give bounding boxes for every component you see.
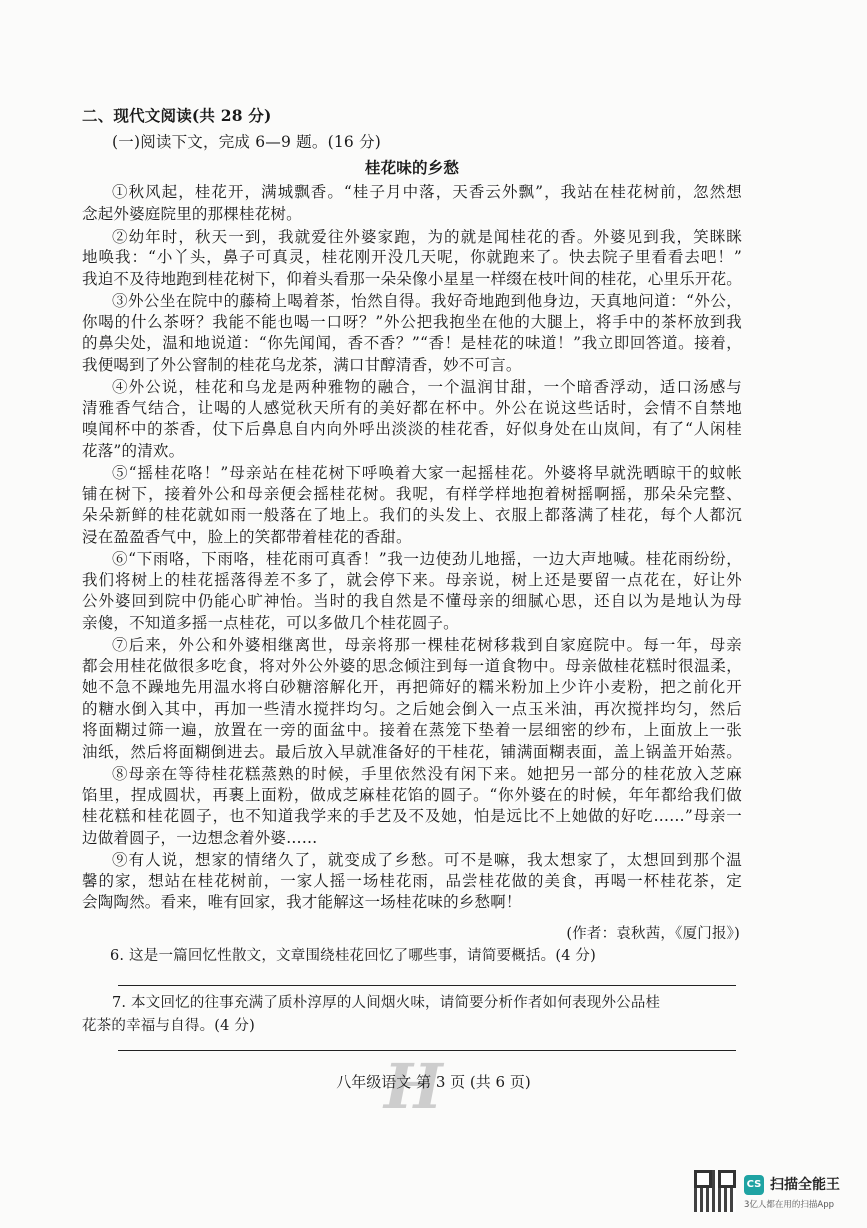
scanner-app-tagline: 3亿人都在用的扫描App — [744, 1200, 835, 1210]
answer-line-7 — [118, 1050, 736, 1051]
article-line: 桂花糕和桂花圆子，也不知道我学来的手艺及不及她，怕是远比不上她做的好吃……”母亲一 — [82, 807, 742, 825]
answer-line-6 — [118, 985, 736, 986]
page-footer: 八年级语文 第 3 页 (共 6 页) — [336, 1073, 531, 1091]
scanner-app-name: 扫描全能王 — [770, 1177, 840, 1193]
article-line: ②幼年时，秋天一到，我就爱往外婆家跑，为的就是闻桂花的香。外婆见到我，笑眯眯 — [112, 228, 742, 246]
question-7-line-1: 7. 本文回忆的往事充满了质朴淳厚的人间烟火味，请简要分析作者如何表现外公品桂 — [112, 995, 661, 1011]
article-line: 将面糊过筛一遍，放置在一旁的面盆中。接着在蒸笼下垫着一层细密的纱布，上面放上一张 — [82, 721, 742, 739]
article-line: 的鼻尖处，温和地说道：“你先闻闻，香不香？”“香！是桂花的味道！”我立即回答道。接着， — [82, 334, 742, 352]
article-line: 馅里，捏成圆状，再裹上面粉，做成芝麻桂花馅的圆子。“你外婆在的时候，年年都给我们做 — [82, 786, 742, 804]
article-line: 我迫不及待地跑到桂花树下，仰着头看那一朵朵像小星星一样缀在枝叶间的桂花，心里乐开花。 — [82, 270, 742, 288]
article-line: 铺在树下，接着外公和母亲便会摇桂花树。我呢，有样学样地抱着树摇啊摇，那朵朵完整、 — [82, 485, 742, 503]
question-7-line-2: 花茶的幸福与自得。(4 分) — [82, 1018, 255, 1034]
article-line: ①秋风起，桂花开，满城飘香。“桂子月中落，天香云外飘”，我站在桂花树前，忽然想 — [112, 183, 742, 201]
article-line: 念起外婆庭院里的那棵桂花树。 — [82, 205, 302, 223]
article-line: 亲傻，不知道多摇一点桂花，可以多做几个桂花圆子。 — [82, 614, 459, 632]
article-line: ⑧母亲在等待桂花糕蒸熟的时候，手里依然没有闲下来。她把另一部分的桂花放入芝麻 — [112, 765, 742, 783]
article-line: ③外公坐在院中的藤椅上喝着茶，怡然自得。我好奇地跑到他身边，天真地问道：“外公， — [112, 292, 742, 310]
article-line: 边做着圆子，一边想念着外婆…… — [82, 829, 318, 847]
article-line: ⑦后来，外公和外婆相继离世，母亲将那一棵桂花树移栽到自家庭院中。每一年，母亲 — [112, 636, 742, 654]
article-line: 都会用桂花做很多吃食，将对外公外婆的思念倾注到每一道食物中。母亲做桂花糕时很温柔， — [82, 657, 742, 675]
article-line: 公外婆回到院中仍能心旷神怡。当时的我自然是不懂母亲的细腻心思，还自以为是地认为母 — [82, 592, 742, 610]
article-title: 桂花味的乡愁 — [364, 158, 460, 177]
question-6: 6. 这是一篇回忆性散文，文章围绕桂花回忆了哪些事，请简要概括。(4 分) — [110, 948, 596, 964]
article-line: ⑤“摇桂花咯！”母亲站在桂花树下呼唤着大家一起摇桂花。外婆将早就洗晒晾干的蚊帐 — [112, 464, 742, 482]
article-line: 朵朵新鲜的桂花就如雨一般落在了地上。我们的头发上、衣服上都落满了桂花，每个人都沉 — [82, 506, 742, 524]
article-line: 清雅香气结合，让喝的人感觉秋天所有的美好都在杯中。外公在说这些话时，会情不自禁地 — [82, 399, 742, 417]
article-line: 会陶陶然。看来，唯有回家，我才能解这一场桂花味的乡愁啊！ — [82, 893, 522, 911]
qr-code-icon — [694, 1170, 736, 1212]
article-line: 你喝的什么茶呀？我能不能也喝一口呀？”外公把我抱坐在他的大腿上，将手中的茶杯放到我 — [82, 313, 742, 331]
article-line: 油纸，然后将面糊倒进去。最后放入早就准备好的干桂花，铺满面糊表面，盖上锅盖开始蒸。 — [82, 743, 742, 761]
section-heading: 二、现代文阅读(共 28 分) — [82, 106, 272, 125]
article-line: 的糖水倒入其中，再加一些清水搅拌均匀。之后她会倒入一点玉米油，再次搅拌均匀，然后 — [82, 700, 742, 718]
article-line: ⑥“下雨咯，下雨咯，桂花雨可真香！”我一边使劲儿地摇，一边大声地喊。桂花雨纷纷， — [112, 550, 742, 568]
watermark-h: H — [384, 1050, 437, 1123]
article-line: 花落”的清欢。 — [82, 442, 185, 460]
sub-heading: (一)阅读下文，完成 6—9 题。(16 分) — [112, 133, 382, 151]
article-line: 浸在盈盈香气中，脸上的笑都带着桂花的香甜。 — [82, 528, 412, 546]
article-line: 嗅闻杯中的茶香，仗下后鼻息自内向外呼出淡淡的桂花香，好似身处在山岚间，有了“人闲桂 — [82, 420, 742, 438]
article-line: ⑨有人说，想家的情绪久了，就变成了乡愁。可不是嘛，我太想家了，太想回到那个温 — [112, 851, 742, 869]
article-source: (作者：袁秋茜，《厦门报》) — [566, 926, 740, 942]
camscanner-logo-icon: CS — [744, 1175, 764, 1195]
article-line: 我们将树上的桂花摇落得差不多了，就会停下来。母亲说，树上还是要留一点花在，好让外 — [82, 571, 742, 589]
article-line: 地唤我：“小丫头，鼻子可真灵，桂花刚开没几天呢，你就跑来了。快去院子里看看去吧！” — [82, 248, 742, 266]
article-line: 我便喝到了外公窨制的桂花乌龙茶，满口甘醇清香，妙不可言。 — [82, 356, 522, 374]
article-line: 馨的家，想站在桂花树前，一家人摇一场桂花雨，品尝桂花做的美食，再喝一杯桂花茶，定 — [82, 872, 742, 890]
article-line: 她不急不躁地先用温水将白砂糖溶解化开，再把筛好的糯米粉加上少许小麦粉，把之前化开 — [82, 678, 742, 696]
article-line: ④外公说，桂花和乌龙是两种雅物的融合，一个温润甘甜，一个暗香浮动，适口汤感与 — [112, 378, 742, 396]
